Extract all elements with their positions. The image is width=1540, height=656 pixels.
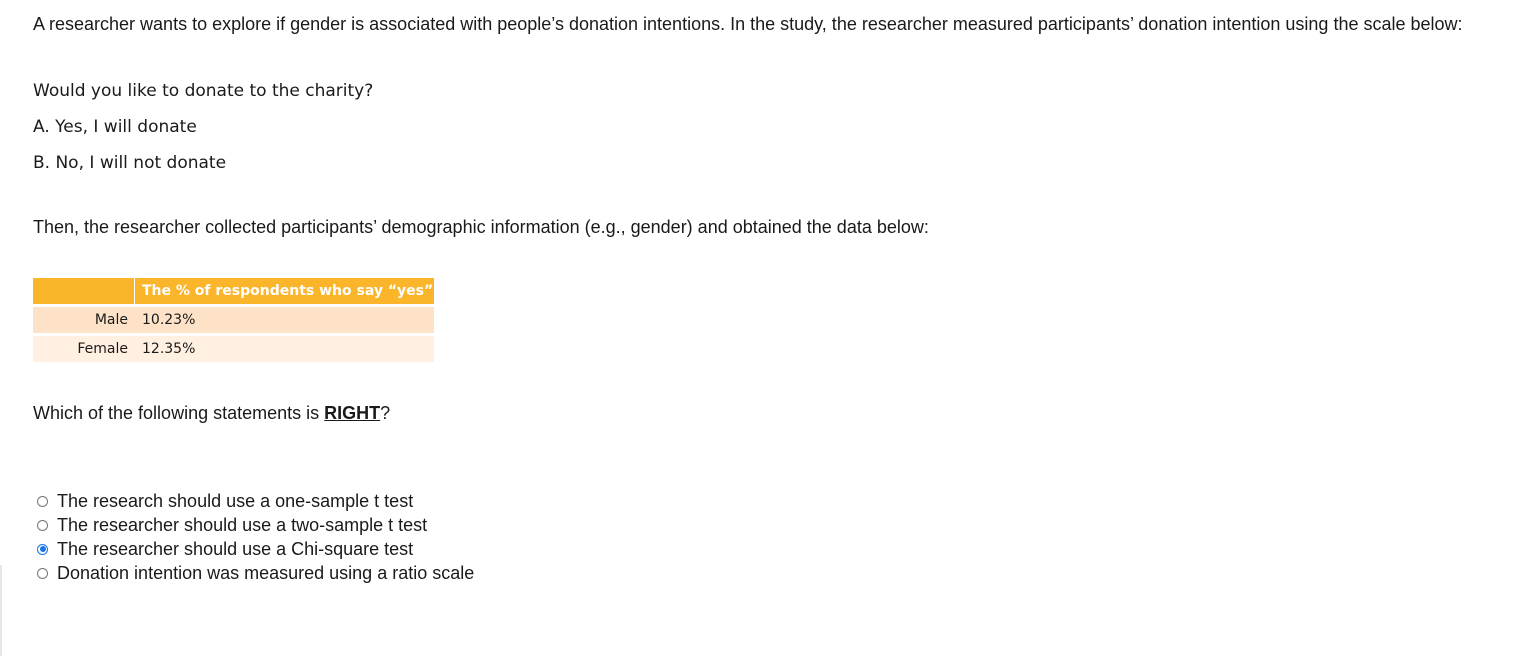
radio-button-2[interactable] [37,520,48,531]
intro-text: A researcher wants to explore if gender is associated with people’s donation intentions. In the study, the researcher measured participants’ donation intention using the scale below: [33,14,1463,34]
scale-option-b: B. No, I will not donate [33,153,227,173]
row-value-female: 12.35% [135,336,434,362]
radio-button-3[interactable] [37,544,48,555]
row-value-male: 10.23% [135,307,434,333]
scale-question: Would you like to donate to the charity? [33,81,374,101]
answer-option-1[interactable] [37,489,474,513]
table-header-blank [33,278,135,304]
table-row [33,336,434,362]
table-header-row [33,278,434,304]
radio-button-1[interactable] [37,496,48,507]
radio-button-4[interactable] [37,568,48,579]
answer-option-3[interactable] [37,537,474,561]
row-label-female: Female [33,336,135,362]
question-suffix: ? [380,403,391,423]
answer-option-label[interactable]: Donation intention was measured using a ratio scale [57,562,475,583]
answer-option-4[interactable] [37,561,474,585]
answer-options [37,489,474,585]
donation-scale [33,79,373,187]
left-edge-divider [0,565,2,656]
answer-option-label[interactable]: The research should use a one-sample t test [57,490,414,511]
table-row [33,307,434,333]
scale-option-a: A. Yes, I will donate [33,117,197,137]
data-intro-text: Then, the researcher collected participants’ demographic information (e.g., gender) and obtained the data below: [33,217,929,237]
row-label-male: Male [33,307,135,333]
answer-option-2[interactable] [37,513,474,537]
question-emphasis: RIGHT [324,403,381,423]
data-table [33,275,434,365]
answer-option-label[interactable]: The researcher should use a Chi-square test [57,538,414,559]
question-text [33,402,390,424]
answer-option-label[interactable]: The researcher should use a two-sample t test [57,514,428,535]
question-prefix: Which of the following statements is [33,403,325,423]
table-header-yes-percent: The % of respondents who say “yes” [135,278,434,304]
